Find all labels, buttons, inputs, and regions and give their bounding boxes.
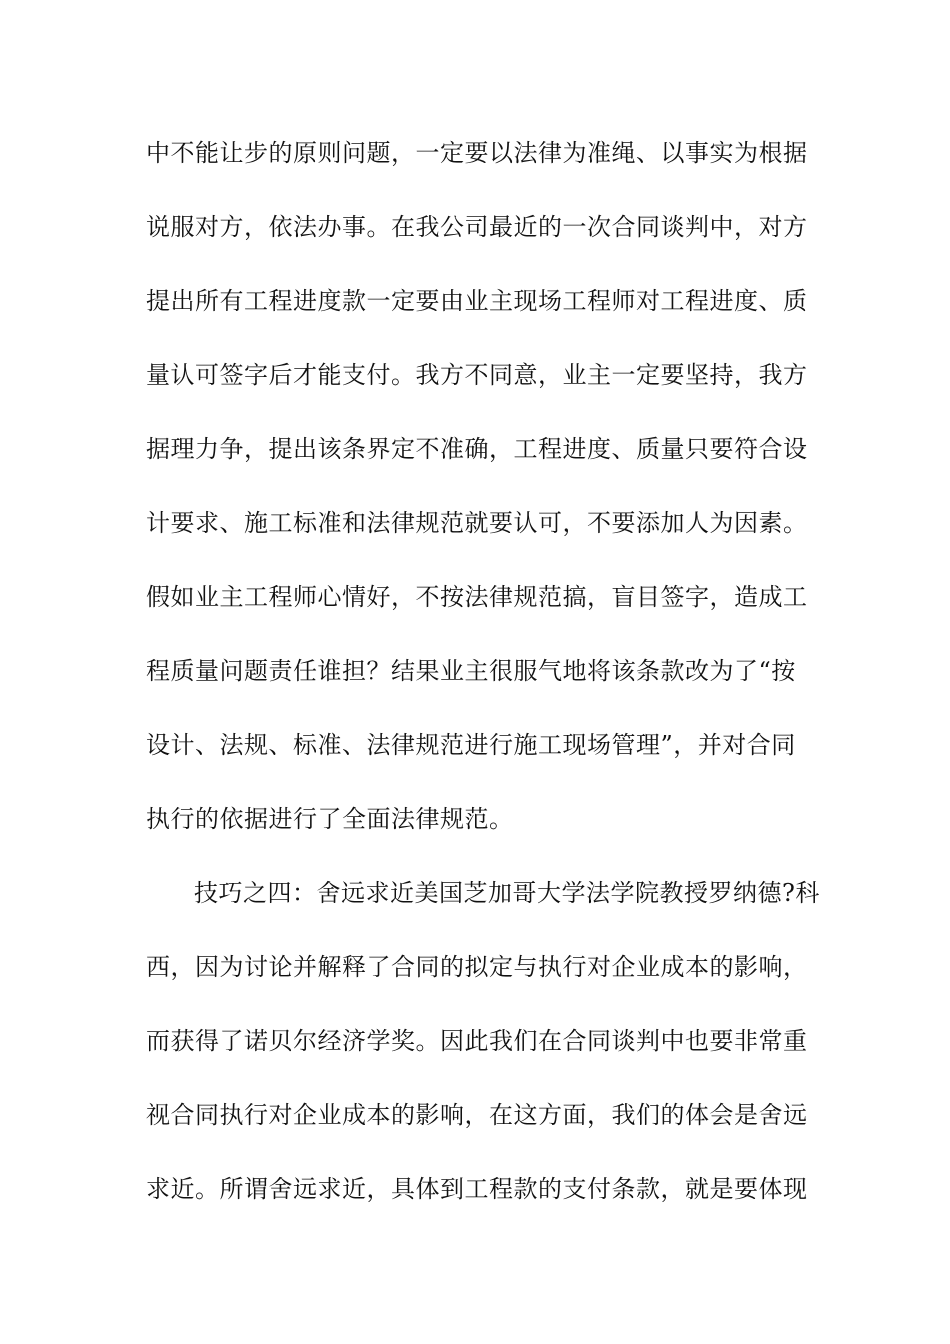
text-line: 说服对方，依法办事。在我公司最近的一次合同谈判中，对方 — [146, 213, 808, 241]
text-line: 提出所有工程进度款一定要由业主现场工程师对工程进度、质 — [146, 287, 808, 315]
body-text — [146, 126, 820, 1236]
text-line: 设计、法规、标准、法律规范进行施工现场管理”，并对合同 — [146, 731, 796, 759]
text-line: 量认可签字后才能支付。我方不同意，业主一定要坚持，我方 — [146, 361, 808, 389]
text-line: 假如业主工程师心情好，不按法律规范搞，盲目签字，造成工 — [146, 583, 808, 611]
text-line: 程质量问题责任谁担？结果业主很服气地将该条款改为了“按 — [146, 657, 796, 685]
text-line: 视合同执行对企业成本的影响，在这方面，我们的体会是舍远 — [146, 1101, 808, 1129]
text-line: 而获得了诺贝尔经济学奖。因此我们在合同谈判中也要非常重 — [146, 1027, 808, 1055]
text-line: 执行的依据进行了全面法律规范。 — [146, 805, 514, 833]
text-line: 中不能让步的原则问题，一定要以法律为准绳、以事实为根据 — [146, 139, 808, 167]
paragraph-start-line: 技巧之四：舍远求近美国芝加哥大学法学院教授罗纳德?科 — [194, 879, 820, 907]
text-line: 求近。所谓舍远求近，具体到工程款的支付条款，就是要体现 — [146, 1175, 808, 1203]
text-line: 计要求、施工标准和法律规范就要认可，不要添加人为因素。 — [146, 509, 808, 537]
text-line: 西，因为讨论并解释了合同的拟定与执行对企业成本的影响， — [146, 953, 808, 981]
text-line: 据理力争，提出该条界定不准确，工程进度、质量只要符合设 — [146, 435, 808, 463]
